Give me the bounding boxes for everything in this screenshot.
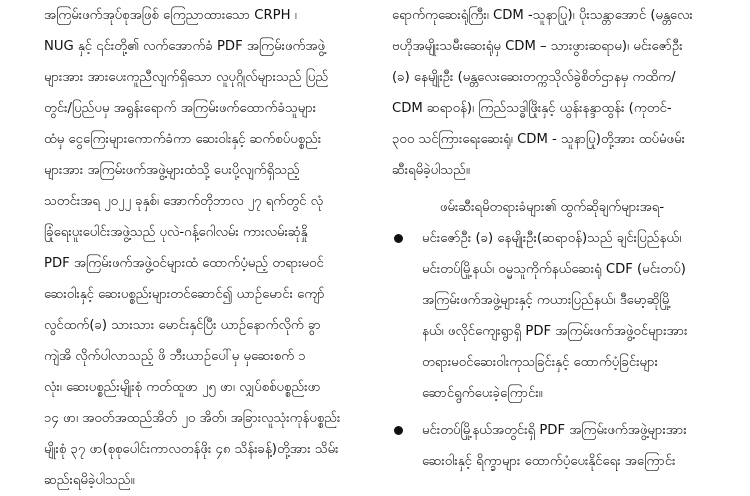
body-text-line: ၃၀၀ သင်ကြားရေးဆေးရုံ၊ CDM - သူနာပြု)တို့အား ထပ်မံဖမ်း — [392, 132, 685, 147]
body-text-line: ခြုံရေးပူးပေါင်းအဖွဲ့သည် ပုလဲ-ဂန့်ဂေါလမ်း ကားလမ်းဆုံနှို — [44, 225, 308, 240]
bullet-text: ဆေးဝါးနှင့် ရိက္ခာများ ထောက်ပံ့ပေးနိုင်ရေး အကြောင်း — [422, 454, 676, 469]
bullet-line — [392, 285, 712, 316]
right-column — [392, 0, 712, 477]
body-text-line: တွင်း/ပြည်ပမှ အရွန်းရောက် အကြမ်းဖက်ထောက်ခံသူများ — [44, 101, 317, 116]
body-text-line: များအား အကြမ်းဖက်အဖွဲ့များထံသို့ ပေးပို့လျက်ရှိသည့် — [44, 163, 300, 178]
bullet-text: တရားမဝင်ဆေးဝါးကုသခြင်းနှင့် ထောက်ပံ့ခြင်းများ — [422, 355, 658, 370]
body-text-line: PDF အကြမ်းဖက်အဖွဲ့ဝင်များထံ ထောက်ပံ့မည့် တရားမဝင် — [44, 256, 324, 271]
bullet-line — [392, 316, 712, 347]
body-text-line: ကျဲအိ လိုက်ပါလာသည့် ဖိ ဘီးယာဉ်ပေါ်မှ မှဆေးစက် ၁ — [44, 349, 306, 364]
bullet-item — [392, 223, 712, 409]
body-text-line: များအား အားပေးကူညီလျက်ရှိသော လူပုဂ္ဂိုလ်များသည် ပြည် — [44, 70, 329, 85]
body-text-line: (ခ) နေမျိုးဦး (မန္တလေးဆေးတက္ကသိုလ်ခွဲစိတ်ဌာနမှ ကထိက/ — [392, 70, 676, 85]
bullet-text: မင်းတပ်မြို့နယ်၊ ဝမ္မသူကိုက်နယ်ဆေးရုံ CDF (မင်းတပ်) — [422, 262, 686, 277]
section-heading: ဖမ်းဆီးရမိတရားခံများ၏ ထွက်ဆိုချက်များအရ- — [439, 200, 665, 215]
body-text-line: NUG နှင့် ၎င်းတို့၏ လက်အောက်ခံ PDF အကြမ်းဖက်အဖွဲ့ — [44, 39, 326, 54]
bullet-text: နယ်၊ ဖလိုင်ကျေးရွာရှိ PDF အကြမ်းဖက်အဖွဲ့ဝင်များအား — [422, 324, 688, 339]
body-text-line: မျိုးစုံ ၃၇ ဖာ(စုစုပေါင်းကာလတန်ဖိုး ၄၈ သိန်းခန့်)တို့အား သိမ်း — [44, 442, 339, 457]
body-text-line: CDM ဆရာဝန်)၊ ကြည်သဒ္ဓါဖြိုးနှင့် ယွန်းနန္ဒာထွန်း (ကုတင်- — [392, 101, 672, 116]
bullet-text: မင်းဇော်ဦး (ခ) နေမျိုးဦး(ဆရာဝန်)သည် ချင်းပြည်နယ်၊ — [422, 231, 682, 246]
bullet-item — [392, 415, 712, 477]
left-column — [44, 0, 374, 496]
bullet-line — [392, 223, 712, 254]
bullet-icon — [394, 426, 403, 435]
body-text-line: ဆေးဝါးနှင့် ဆေးပစ္စည်းများတင်ဆောင်၍ ယာဉ်မောင်း ကျော် — [44, 287, 325, 302]
bullet-line — [392, 378, 712, 409]
bullet-text: မင်းတပ်မြို့နယ်အတွင်းရှိ PDF အကြမ်းဖက်အဖွဲ့များအား — [422, 423, 687, 438]
bullet-text: ဆောင်ရွက်ပေးခဲ့ကြောင်း။ — [422, 386, 543, 401]
bullet-line — [392, 254, 712, 285]
body-text-line: ၁၄ ဖာ၊ အဝတ်အထည်အိတ် ၂၀ အိတ်၊ အခြားလူသုံးကုန်ပစ္စည်း — [44, 411, 341, 426]
body-text-line: ထံမှ ငွေကြေးများကောက်ခံကာ ဆေးဝါးနှင့် ဆက်စပ်ပစ္စည်း — [44, 132, 322, 147]
bullet-text: အကြမ်းဖက်အဖွဲ့များနှင့် ကယားပြည်နယ်၊ ဒီမော့ဆိုမြို့ — [422, 293, 672, 308]
body-text-line: ဆည်းရမိခဲ့ပါသည်။ — [44, 473, 135, 488]
bullet-line — [392, 415, 712, 446]
body-text-line: အကြမ်းဖက်အုပ်စုအဖြစ် ကြေညာထားသော CRPH ၊ — [44, 8, 297, 23]
body-text-line: ဗဟိုအမျိုးသမီးဆေးရုံမှ CDM – သားဖွားဆရာမ)၊ မင်းဇော်ဦး — [392, 39, 683, 54]
bullet-icon — [394, 234, 403, 243]
body-text-line: လုံး၊ ဆေးပစ္စည်းမျိုးစုံ ကတ်ထူဖာ ၂၅ ဖာ၊ လျှပ်စစ်ပစ္စည်းဖာ — [44, 380, 321, 395]
body-text-line: ရောက်ကုဆေးရုံကြီး၊ CDM -သူနာပြု)၊ ပိုးသန္တာအောင် (မန္တလေး — [392, 8, 693, 23]
bullet-line — [392, 347, 712, 378]
body-text-line: ဆီးရမိခဲ့ပါသည်။ — [392, 163, 470, 178]
body-text-line: သတင်းအရ ၂၀၂၂ ခုနှစ်၊ အောက်တိုဘာလ ၂၇ ရက်တွင် လုံ — [44, 194, 323, 209]
bullet-line — [392, 446, 712, 477]
body-text-line: လွင်ထက်(ခ) သားသား မောင်းနှင်ပြီး ယာဉ်နောက်လိုက် ခွာ — [44, 318, 321, 333]
